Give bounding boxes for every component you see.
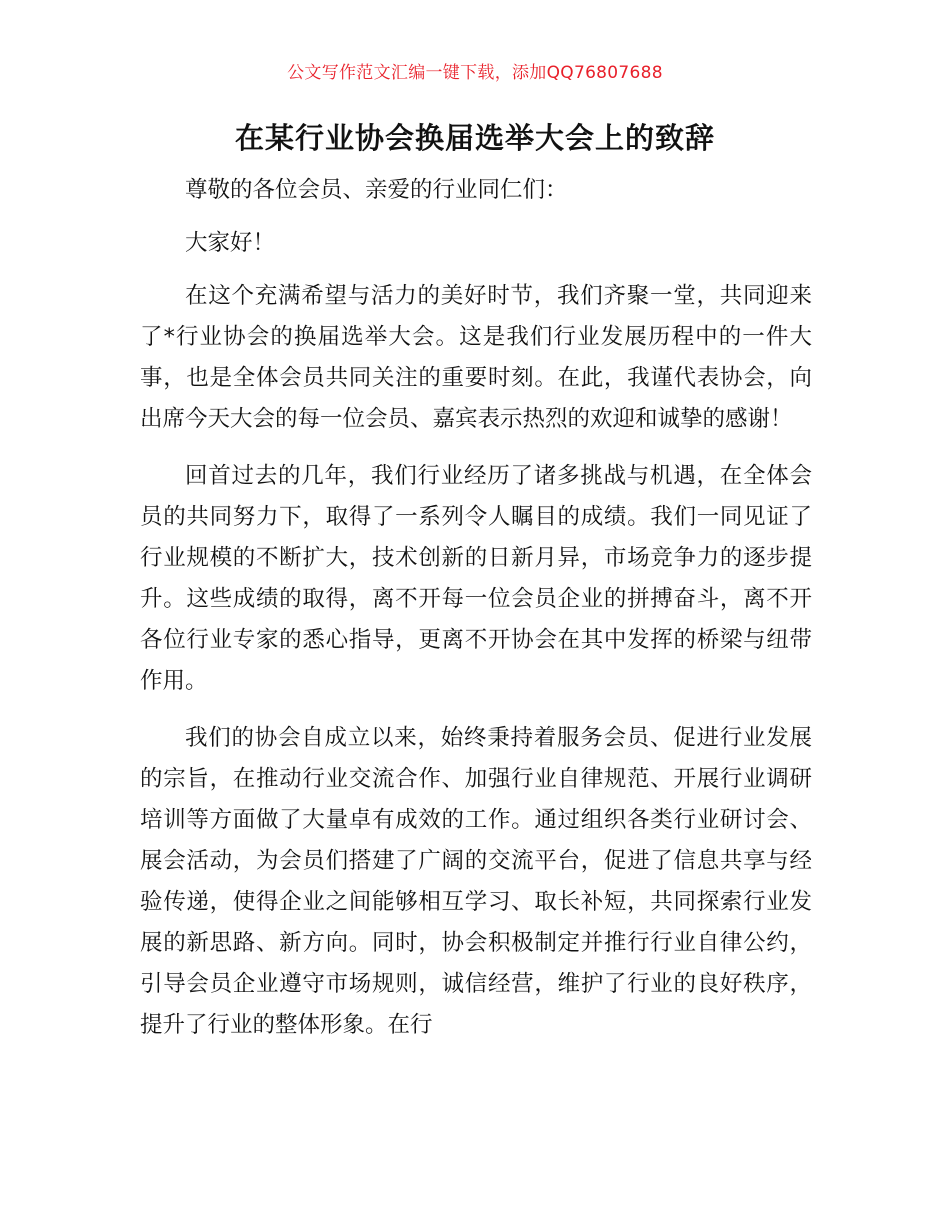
greeting-paragraph: 大家好！ <box>185 230 276 256</box>
opening-paragraph: 在这个充满希望与活力的美好时节，我们齐聚一堂，共同迎来了*行业协会的换届选举大会。这是我们行业发展历程中的一件大事，也是全体会员共同关注的重要时刻。在此，我谨代表协会，向出席今天大会的每一位会员、嘉宾表示热烈的欢迎和诚挚的感谢！ <box>140 283 812 432</box>
salutation-paragraph: 尊敬的各位会员、亲爱的行业同仁们： <box>185 177 568 203</box>
association-work-paragraph: 我们的协会自成立以来，始终秉持着服务会员、促进行业发展的宗旨，在推动行业交流合作、加强行业自律规范、开展行业调研培训等方面做了大量卓有成效的工作。通过组织各类行业研讨会、展会活动，为会员们搭建了广阔的交流平台，促进了信息共享与经验传递，使得企业之间能够相互学习、取长补短，共同探索行业发展的新思路、新方向。同时，协会积极制定并推行行业自律公约，引导会员企业遵守市场规则，诚信经营，维护了行业的良好秩序，提升了行业的整体形象。在行 <box>140 725 812 1038</box>
review-paragraph: 回首过去的几年，我们行业经历了诸多挑战与机遇，在全体会员的共同努力下，取得了一系列令人瞩目的成绩。我们一同见证了行业规模的不断扩大，技术创新的日新月异，市场竞争力的逐步提升。这些成绩的取得，离不开每一位会员企业的拼搏奋斗，离不开各位行业专家的悉心指导，更离不开协会在其中发挥的桥梁与纽带作用。 <box>140 463 812 694</box>
document-title: 在某行业协会换届选举大会上的致辞 <box>234 121 715 155</box>
download-banner: 公文写作范文汇编一键下载，添加QQ76807688 <box>287 63 663 83</box>
document-body <box>140 170 812 1046</box>
